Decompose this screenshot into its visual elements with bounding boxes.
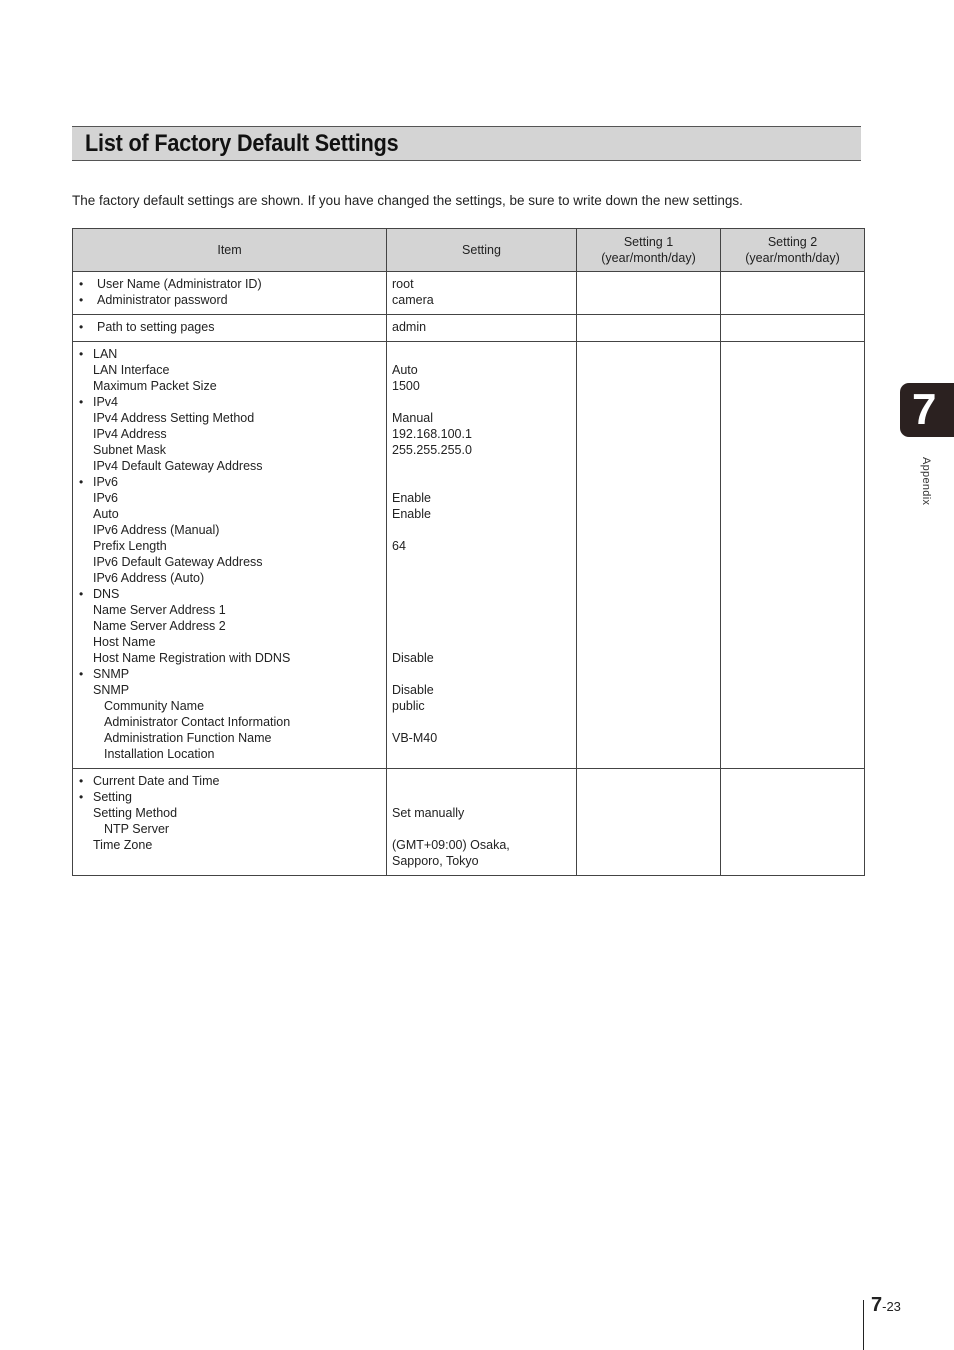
item-label: Administrator Contact Information (104, 715, 291, 729)
table-header-row (73, 229, 865, 272)
page-number-rule (863, 1300, 864, 1350)
item-label: • LAN (73, 346, 386, 362)
item-label: Name Server Address 2 (93, 619, 226, 633)
item-label: Host Name Registration with DDNS (93, 651, 291, 665)
item-cell (73, 272, 387, 315)
header-setting-2-title: Setting 2 (767, 235, 818, 249)
table-row (73, 342, 865, 769)
intro-text: The factory default settings are shown. If you have changed the settings, be sure to write down the new settings. (72, 193, 743, 208)
setting-value: Sapporo, Tokyo (392, 854, 479, 868)
header-setting: Setting (387, 229, 577, 272)
item-label: • Administrator password (73, 292, 386, 308)
setting-value: 192.168.100.1 (392, 427, 472, 441)
section-side-label: Appendix (920, 457, 932, 506)
setting-value: VB-M40 (392, 731, 438, 745)
item-label: Name Server Address 1 (93, 603, 226, 617)
item-label: • Current Date and Time (73, 773, 386, 789)
setting-cell (387, 272, 577, 315)
table-row (73, 315, 865, 342)
setting-value (387, 773, 576, 789)
setting-value (387, 789, 576, 805)
setting-2-cell (721, 342, 865, 769)
item-label: IPv6 Address (Auto) (93, 571, 205, 585)
item-label: Host Name (93, 635, 156, 649)
setting-value (387, 394, 576, 410)
item-label: IPv4 Default Gateway Address (93, 459, 263, 473)
item-label: Setting Method (93, 806, 178, 820)
setting-value (387, 666, 576, 682)
setting-value: Manual (392, 411, 433, 425)
setting-2-cell (721, 315, 865, 342)
item-label: Subnet Mask (93, 443, 166, 457)
setting-value (387, 821, 576, 837)
item-label: • Setting (73, 789, 386, 805)
item-label: IPv4 Address Setting Method (93, 411, 255, 425)
chapter-tab (900, 383, 954, 437)
setting-value (387, 586, 576, 602)
setting-value: (GMT+09:00) Osaka, (392, 838, 510, 852)
setting-value: Disable (392, 651, 434, 665)
title-bar (72, 126, 861, 161)
setting-value: camera (392, 293, 434, 307)
setting-cell (387, 769, 577, 876)
setting-value: Disable (392, 683, 434, 697)
header-item: Item (73, 229, 387, 272)
page-number (871, 1293, 901, 1319)
header-setting-2 (721, 229, 865, 272)
setting-value: Auto (392, 363, 418, 377)
setting-value: 64 (392, 539, 406, 553)
item-label: IPv6 (93, 491, 119, 505)
page-title: List of Factory Default Settings (85, 130, 399, 157)
setting-value (387, 458, 576, 474)
item-label: • SNMP (73, 666, 386, 682)
item-label: • IPv4 (73, 394, 386, 410)
page-number-chapter: 7 (871, 1294, 883, 1316)
setting-value: Enable (392, 491, 431, 505)
item-label: IPv4 Address (93, 427, 167, 441)
setting-value (387, 634, 576, 650)
setting-value: public (392, 699, 425, 713)
header-setting-1-title: Setting 1 (623, 235, 674, 249)
setting-value: Set manually (392, 806, 465, 820)
setting-value: 1500 (392, 379, 420, 393)
setting-value (387, 474, 576, 490)
header-setting-1 (577, 229, 721, 272)
factory-defaults-table (72, 228, 865, 876)
setting-2-cell (721, 769, 865, 876)
item-label: Community Name (104, 699, 205, 713)
setting-value (387, 570, 576, 586)
item-label: IPv6 Address (Manual) (93, 523, 220, 537)
setting-cell (387, 342, 577, 769)
item-label: LAN Interface (93, 363, 170, 377)
setting-1-cell (577, 342, 721, 769)
header-setting-1-format: (year/month/day) (601, 251, 696, 265)
item-label: Administration Function Name (104, 731, 272, 745)
setting-cell (387, 315, 577, 342)
setting-value: Enable (392, 507, 431, 521)
header-setting-2-format: (year/month/day) (745, 251, 840, 265)
setting-value (387, 746, 576, 762)
item-label: IPv6 Default Gateway Address (93, 555, 263, 569)
item-label: NTP Server (104, 822, 170, 836)
item-label: SNMP (93, 683, 130, 697)
item-label: • User Name (Administrator ID) (73, 276, 386, 292)
setting-1-cell (577, 315, 721, 342)
setting-value (387, 346, 576, 362)
item-label: • DNS (73, 586, 386, 602)
setting-value (387, 618, 576, 634)
setting-value (387, 714, 576, 730)
setting-value: root (392, 277, 414, 291)
item-label: Maximum Packet Size (93, 379, 217, 393)
page-number-page: -23 (882, 1299, 901, 1314)
item-label: Time Zone (93, 838, 153, 852)
setting-value (387, 602, 576, 618)
setting-1-cell (577, 769, 721, 876)
table-row (73, 769, 865, 876)
item-label: • IPv6 (73, 474, 386, 490)
setting-value (387, 522, 576, 538)
setting-value: 255.255.255.0 (392, 443, 472, 457)
item-label: • Path to setting pages (73, 319, 386, 335)
table-row (73, 272, 865, 315)
item-cell (73, 315, 387, 342)
item-cell (73, 769, 387, 876)
item-label: Prefix Length (93, 539, 167, 553)
setting-value (387, 554, 576, 570)
item-label: Auto (93, 507, 119, 521)
item-cell (73, 342, 387, 769)
setting-value: admin (392, 320, 427, 334)
item-label: Installation Location (104, 747, 215, 761)
chapter-tab-number: 7 (912, 385, 937, 434)
setting-1-cell (577, 272, 721, 315)
setting-2-cell (721, 272, 865, 315)
